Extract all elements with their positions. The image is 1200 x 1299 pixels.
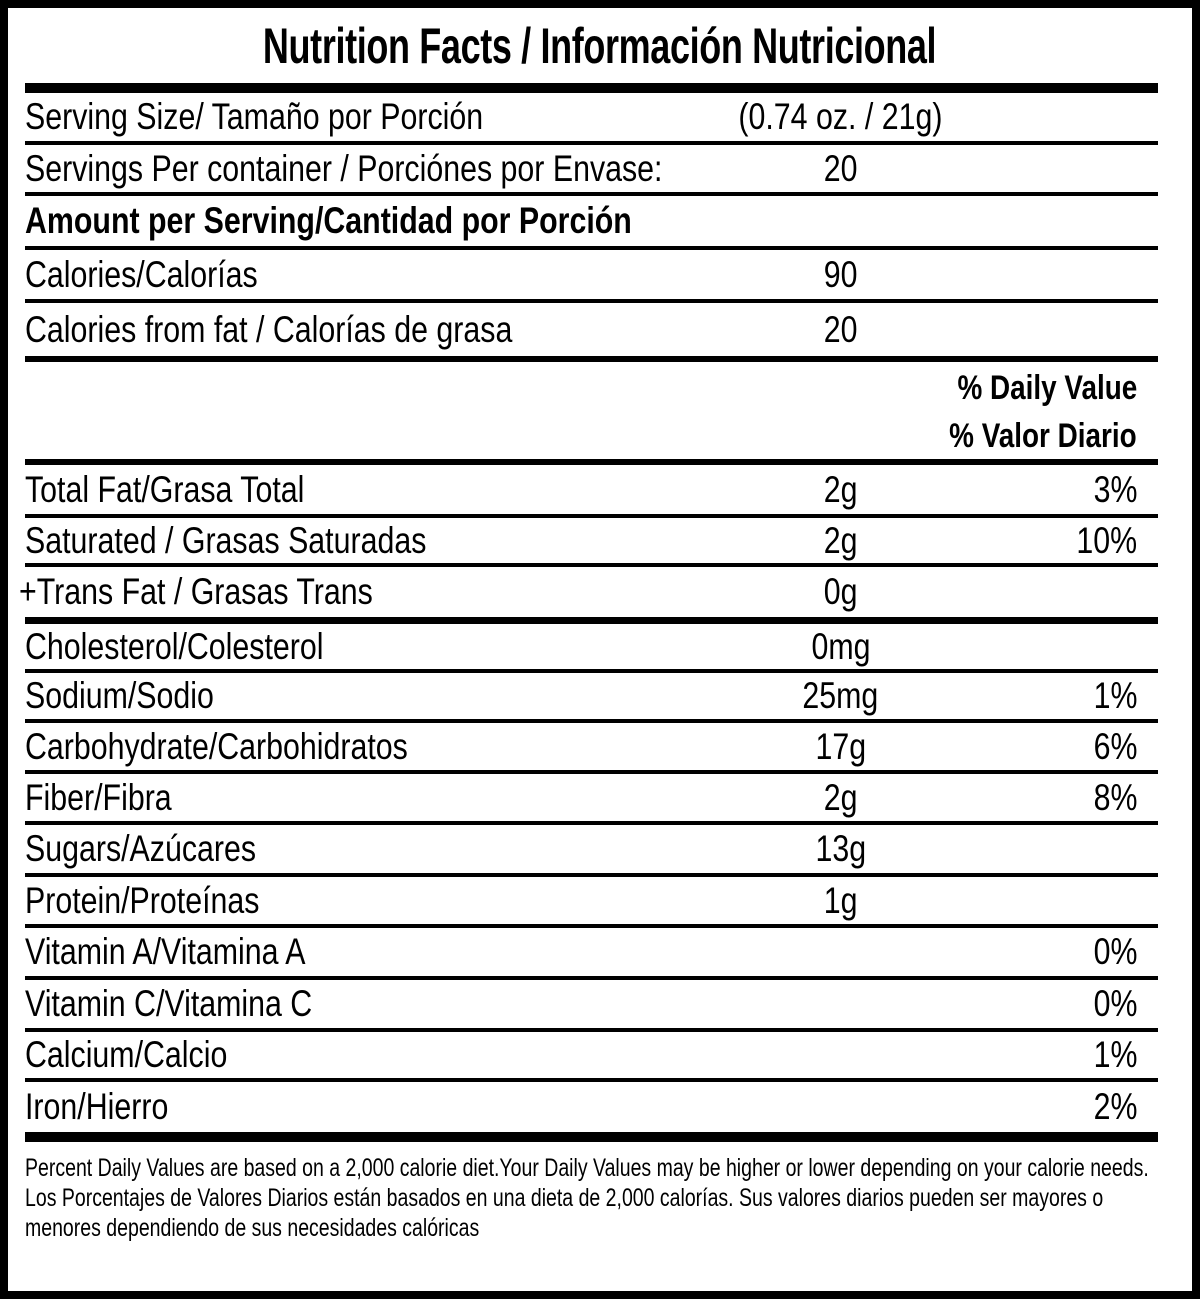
thick-divider-top bbox=[25, 83, 1158, 93]
serving-size-value: (0.74 oz. / 21g) bbox=[738, 96, 943, 137]
calories-from-fat-value: 20 bbox=[823, 308, 858, 350]
footnote-en: Percent Daily Values are based on a 2,000 calorie diet.Your Daily Values may be higher or lower depending on your calorie needs. bbox=[25, 1154, 1149, 1182]
nutrient-amount: 0mg bbox=[811, 625, 871, 667]
nutrient-label: Iron/Hierro bbox=[25, 1086, 169, 1127]
nutrient-amount: 25mg bbox=[802, 675, 879, 716]
nutrient-amount: 0g bbox=[823, 571, 858, 612]
nutrient-amount: 17g bbox=[815, 725, 867, 767]
nutrient-label: +Trans Fat / Grasas Trans bbox=[19, 571, 373, 612]
label-title bbox=[8, 8, 1192, 83]
nutrient-dv bbox=[1137, 880, 1158, 922]
nutrient-dv bbox=[1137, 571, 1158, 613]
nutrient-row-carbohydrate bbox=[25, 723, 1158, 774]
nutrient-dv: 8% bbox=[1093, 776, 1137, 818]
nutrient-amount: 2g bbox=[823, 776, 858, 818]
footnotes bbox=[8, 1142, 1192, 1291]
nutrient-row-vitamin-c bbox=[25, 980, 1158, 1032]
nutrient-label: Carbohydrate/Carbohidratos bbox=[25, 725, 408, 767]
nutrient-dv: 1% bbox=[1093, 675, 1137, 716]
nutrient-row-total-fat bbox=[25, 465, 1158, 518]
nutrient-label: Saturated / Grasas Saturadas bbox=[25, 519, 427, 561]
daily-value-heading-es-row bbox=[25, 414, 1158, 465]
nutrient-amount bbox=[671, 931, 1011, 973]
nutrient-label: Vitamin C/Vitamina C bbox=[25, 983, 313, 1024]
amount-per-serving-heading-row bbox=[25, 196, 1158, 250]
servings-per-container-label: Servings Per container / Porciónes por Envase: bbox=[25, 147, 663, 189]
nutrient-label: Sugars/Azúcares bbox=[25, 828, 257, 869]
nutrient-dv: 6% bbox=[1093, 725, 1137, 767]
nutrient-label: Protein/Proteínas bbox=[25, 879, 260, 921]
nutrient-row-cholesterol bbox=[25, 624, 1158, 673]
nutrient-label: Total Fat/Grasa Total bbox=[25, 468, 305, 510]
calories-row bbox=[25, 250, 1158, 303]
nutrient-dv bbox=[1137, 828, 1158, 870]
nutrient-dv: 1% bbox=[1093, 1034, 1137, 1075]
nutrient-row-vitamin-a bbox=[25, 928, 1158, 980]
nutrient-label: Vitamin A/Vitamina A bbox=[25, 931, 306, 972]
nutrient-dv: 2% bbox=[1093, 1086, 1137, 1127]
nutrient-row-iron bbox=[25, 1082, 1158, 1132]
daily-value-heading-en: % Daily Value bbox=[957, 368, 1137, 407]
nutrient-dv: 0% bbox=[1093, 931, 1137, 972]
serving-size-row bbox=[25, 93, 1158, 145]
nutrient-amount: 1g bbox=[823, 879, 858, 921]
calories-value: 90 bbox=[823, 253, 858, 295]
nutrient-dv: 0% bbox=[1093, 983, 1137, 1024]
calories-from-fat-row bbox=[25, 303, 1158, 362]
servings-per-container-row bbox=[25, 145, 1158, 196]
nutrient-amount: 2g bbox=[823, 519, 858, 561]
nutrient-label: Calcium/Calcio bbox=[25, 1034, 228, 1075]
nutrient-label: Sodium/Sodio bbox=[25, 675, 214, 716]
nutrient-row-saturated bbox=[25, 518, 1158, 567]
daily-value-heading-es: % Valor Diario bbox=[949, 417, 1137, 455]
daily-value-heading-en-row bbox=[25, 362, 1158, 414]
calories-from-fat-label: Calories from fat / Calorías de grasa bbox=[25, 308, 513, 350]
footnote-es: Los Porcentajes de Valores Diarios están basados en una dieta de 2,000 calorías. Sus valores diarios pueden ser mayores o menores dependiendo de sus necesidades calóricas bbox=[25, 1184, 1104, 1242]
amount-per-serving-heading: Amount per Serving/Cantidad por Porción bbox=[25, 200, 632, 241]
nutrient-dv bbox=[1137, 626, 1158, 668]
nutrient-amount: 13g bbox=[815, 828, 867, 869]
nutrient-row-trans-fat bbox=[19, 567, 1158, 624]
nutrient-dv: 3% bbox=[1093, 468, 1137, 510]
serving-size-label: Serving Size/ Tamaño por Porción bbox=[25, 96, 484, 137]
label-title-text: Nutrition Facts / Información Nutricional bbox=[263, 17, 937, 74]
nutrient-amount bbox=[671, 983, 1011, 1025]
nutrient-amount: 2g bbox=[823, 468, 858, 510]
thick-divider-bottom bbox=[25, 1132, 1158, 1142]
nutrient-label: Fiber/Fibra bbox=[25, 776, 172, 818]
nutrient-row-sodium bbox=[25, 673, 1158, 723]
nutrient-label: Cholesterol/Colesterol bbox=[25, 625, 324, 667]
nutrient-dv: 10% bbox=[1076, 519, 1137, 561]
nutrient-row-calcium bbox=[25, 1032, 1158, 1082]
calories-label: Calories/Calorías bbox=[25, 253, 258, 295]
nutrient-row-fiber bbox=[25, 774, 1158, 825]
nutrient-row-sugars bbox=[25, 825, 1158, 877]
servings-per-container-value: 20 bbox=[823, 147, 858, 189]
nutrient-amount bbox=[671, 1034, 1011, 1076]
nutrient-amount bbox=[671, 1086, 1011, 1128]
nutrient-row-protein bbox=[25, 877, 1158, 928]
